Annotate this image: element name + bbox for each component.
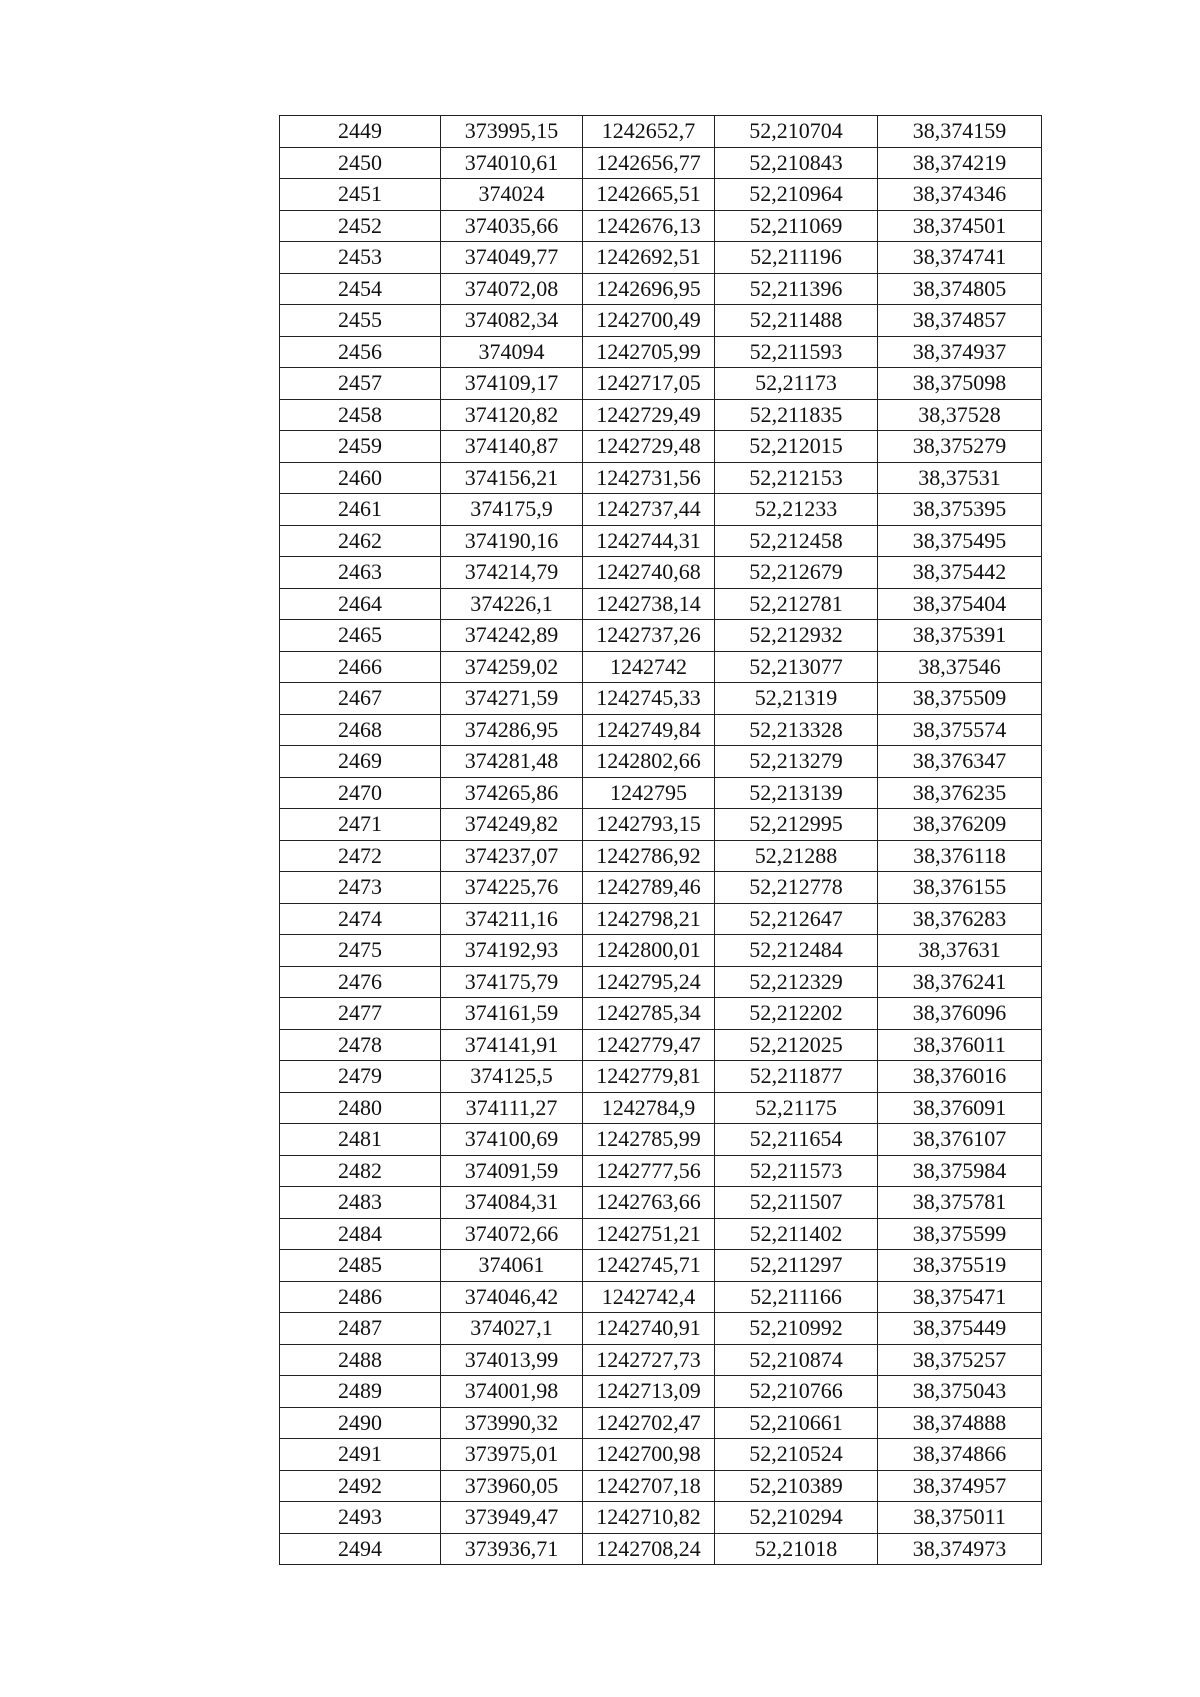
- table-row: [280, 1218, 1042, 1250]
- table-row: [280, 116, 1042, 148]
- point-number-cell: 2450: [280, 147, 441, 179]
- longitude-cell: 38,376011: [878, 1029, 1042, 1061]
- x-coordinate-cell: 374237,07: [441, 840, 583, 872]
- point-number-cell: 2449: [280, 116, 441, 148]
- table-row: [280, 242, 1042, 274]
- table-row: [280, 683, 1042, 715]
- x-coordinate-cell: 374190,16: [441, 525, 583, 557]
- x-coordinate-cell: 374001,98: [441, 1376, 583, 1408]
- y-coordinate-cell: 1242652,7: [583, 116, 715, 148]
- latitude-cell: 52,211877: [715, 1061, 878, 1093]
- point-number-cell: 2454: [280, 273, 441, 305]
- longitude-cell: 38,375509: [878, 683, 1042, 715]
- longitude-cell: 38,374866: [878, 1439, 1042, 1471]
- x-coordinate-cell: 374072,08: [441, 273, 583, 305]
- point-number-cell: 2465: [280, 620, 441, 652]
- longitude-cell: 38,376096: [878, 998, 1042, 1030]
- x-coordinate-cell: 374161,59: [441, 998, 583, 1030]
- point-number-cell: 2491: [280, 1439, 441, 1471]
- table-row: [280, 305, 1042, 337]
- point-number-cell: 2456: [280, 336, 441, 368]
- y-coordinate-cell: 1242745,33: [583, 683, 715, 715]
- point-number-cell: 2468: [280, 714, 441, 746]
- x-coordinate-cell: 373960,05: [441, 1470, 583, 1502]
- x-coordinate-cell: 374091,59: [441, 1155, 583, 1187]
- table-row: [280, 998, 1042, 1030]
- table-row: [280, 147, 1042, 179]
- table-row: [280, 1092, 1042, 1124]
- longitude-cell: 38,374937: [878, 336, 1042, 368]
- x-coordinate-cell: 374156,21: [441, 462, 583, 494]
- latitude-cell: 52,212458: [715, 525, 878, 557]
- y-coordinate-cell: 1242727,73: [583, 1344, 715, 1376]
- table-row: [280, 1344, 1042, 1376]
- table-row: [280, 1376, 1042, 1408]
- y-coordinate-cell: 1242729,48: [583, 431, 715, 463]
- longitude-cell: 38,376241: [878, 966, 1042, 998]
- latitude-cell: 52,210874: [715, 1344, 878, 1376]
- latitude-cell: 52,212202: [715, 998, 878, 1030]
- y-coordinate-cell: 1242740,91: [583, 1313, 715, 1345]
- latitude-cell: 52,21233: [715, 494, 878, 526]
- point-number-cell: 2470: [280, 777, 441, 809]
- latitude-cell: 52,210992: [715, 1313, 878, 1345]
- latitude-cell: 52,212781: [715, 588, 878, 620]
- table-row: [280, 1470, 1042, 1502]
- x-coordinate-cell: 374226,1: [441, 588, 583, 620]
- x-coordinate-cell: 374214,79: [441, 557, 583, 589]
- x-coordinate-cell: 374242,89: [441, 620, 583, 652]
- y-coordinate-cell: 1242705,99: [583, 336, 715, 368]
- x-coordinate-cell: 374049,77: [441, 242, 583, 274]
- longitude-cell: 38,376016: [878, 1061, 1042, 1093]
- y-coordinate-cell: 1242696,95: [583, 273, 715, 305]
- x-coordinate-cell: 373990,32: [441, 1407, 583, 1439]
- y-coordinate-cell: 1242742: [583, 651, 715, 683]
- x-coordinate-cell: 374013,99: [441, 1344, 583, 1376]
- longitude-cell: 38,375043: [878, 1376, 1042, 1408]
- longitude-cell: 38,376347: [878, 746, 1042, 778]
- y-coordinate-cell: 1242784,9: [583, 1092, 715, 1124]
- point-number-cell: 2464: [280, 588, 441, 620]
- longitude-cell: 38,375404: [878, 588, 1042, 620]
- latitude-cell: 52,210661: [715, 1407, 878, 1439]
- table-row: [280, 273, 1042, 305]
- table-row: [280, 494, 1042, 526]
- x-coordinate-cell: 374125,5: [441, 1061, 583, 1093]
- y-coordinate-cell: 1242656,77: [583, 147, 715, 179]
- table-row: [280, 210, 1042, 242]
- table-row: [280, 525, 1042, 557]
- y-coordinate-cell: 1242700,49: [583, 305, 715, 337]
- y-coordinate-cell: 1242749,84: [583, 714, 715, 746]
- y-coordinate-cell: 1242751,21: [583, 1218, 715, 1250]
- point-number-cell: 2484: [280, 1218, 441, 1250]
- table-row: [280, 179, 1042, 211]
- longitude-cell: 38,37531: [878, 462, 1042, 494]
- table-row: [280, 368, 1042, 400]
- table-row: [280, 1502, 1042, 1534]
- point-number-cell: 2457: [280, 368, 441, 400]
- latitude-cell: 52,212778: [715, 872, 878, 904]
- x-coordinate-cell: 374175,79: [441, 966, 583, 998]
- table-row: [280, 777, 1042, 809]
- y-coordinate-cell: 1242789,46: [583, 872, 715, 904]
- point-number-cell: 2455: [280, 305, 441, 337]
- y-coordinate-cell: 1242713,09: [583, 1376, 715, 1408]
- table-row: [280, 462, 1042, 494]
- table-row: [280, 1061, 1042, 1093]
- longitude-cell: 38,376209: [878, 809, 1042, 841]
- latitude-cell: 52,212647: [715, 903, 878, 935]
- point-number-cell: 2452: [280, 210, 441, 242]
- point-number-cell: 2481: [280, 1124, 441, 1156]
- y-coordinate-cell: 1242731,56: [583, 462, 715, 494]
- point-number-cell: 2473: [280, 872, 441, 904]
- point-number-cell: 2467: [280, 683, 441, 715]
- point-number-cell: 2488: [280, 1344, 441, 1376]
- y-coordinate-cell: 1242710,82: [583, 1502, 715, 1534]
- latitude-cell: 52,211402: [715, 1218, 878, 1250]
- longitude-cell: 38,375781: [878, 1187, 1042, 1219]
- longitude-cell: 38,376107: [878, 1124, 1042, 1156]
- y-coordinate-cell: 1242786,92: [583, 840, 715, 872]
- y-coordinate-cell: 1242742,4: [583, 1281, 715, 1313]
- y-coordinate-cell: 1242763,66: [583, 1187, 715, 1219]
- x-coordinate-cell: 374111,27: [441, 1092, 583, 1124]
- x-coordinate-cell: 374259,02: [441, 651, 583, 683]
- table-row: [280, 903, 1042, 935]
- point-number-cell: 2466: [280, 651, 441, 683]
- point-number-cell: 2472: [280, 840, 441, 872]
- table-row: [280, 557, 1042, 589]
- table-row: [280, 840, 1042, 872]
- longitude-cell: 38,374888: [878, 1407, 1042, 1439]
- latitude-cell: 52,211507: [715, 1187, 878, 1219]
- point-number-cell: 2453: [280, 242, 441, 274]
- longitude-cell: 38,375599: [878, 1218, 1042, 1250]
- y-coordinate-cell: 1242665,51: [583, 179, 715, 211]
- longitude-cell: 38,375442: [878, 557, 1042, 589]
- x-coordinate-cell: 374010,61: [441, 147, 583, 179]
- x-coordinate-cell: 374140,87: [441, 431, 583, 463]
- y-coordinate-cell: 1242707,18: [583, 1470, 715, 1502]
- x-coordinate-cell: 374141,91: [441, 1029, 583, 1061]
- x-coordinate-cell: 374249,82: [441, 809, 583, 841]
- longitude-cell: 38,375098: [878, 368, 1042, 400]
- latitude-cell: 52,213077: [715, 651, 878, 683]
- latitude-cell: 52,210704: [715, 116, 878, 148]
- latitude-cell: 52,211573: [715, 1155, 878, 1187]
- latitude-cell: 52,21175: [715, 1092, 878, 1124]
- y-coordinate-cell: 1242737,26: [583, 620, 715, 652]
- longitude-cell: 38,375395: [878, 494, 1042, 526]
- longitude-cell: 38,376118: [878, 840, 1042, 872]
- table-row: [280, 1533, 1042, 1565]
- longitude-cell: 38,375519: [878, 1250, 1042, 1282]
- coordinates-table: [279, 115, 1042, 1565]
- longitude-cell: 38,376091: [878, 1092, 1042, 1124]
- y-coordinate-cell: 1242702,47: [583, 1407, 715, 1439]
- longitude-cell: 38,375984: [878, 1155, 1042, 1187]
- table-row: [280, 1313, 1042, 1345]
- point-number-cell: 2485: [280, 1250, 441, 1282]
- point-number-cell: 2474: [280, 903, 441, 935]
- x-coordinate-cell: 374072,66: [441, 1218, 583, 1250]
- y-coordinate-cell: 1242737,44: [583, 494, 715, 526]
- y-coordinate-cell: 1242738,14: [583, 588, 715, 620]
- point-number-cell: 2479: [280, 1061, 441, 1093]
- table-row: [280, 872, 1042, 904]
- x-coordinate-cell: 374281,48: [441, 746, 583, 778]
- longitude-cell: 38,374973: [878, 1533, 1042, 1565]
- x-coordinate-cell: 374211,16: [441, 903, 583, 935]
- longitude-cell: 38,375257: [878, 1344, 1042, 1376]
- latitude-cell: 52,210766: [715, 1376, 878, 1408]
- point-number-cell: 2461: [280, 494, 441, 526]
- latitude-cell: 52,212025: [715, 1029, 878, 1061]
- longitude-cell: 38,374805: [878, 273, 1042, 305]
- point-number-cell: 2492: [280, 1470, 441, 1502]
- latitude-cell: 52,210389: [715, 1470, 878, 1502]
- latitude-cell: 52,21288: [715, 840, 878, 872]
- latitude-cell: 52,211196: [715, 242, 878, 274]
- latitude-cell: 52,212679: [715, 557, 878, 589]
- point-number-cell: 2489: [280, 1376, 441, 1408]
- y-coordinate-cell: 1242802,66: [583, 746, 715, 778]
- longitude-cell: 38,374857: [878, 305, 1042, 337]
- longitude-cell: 38,375391: [878, 620, 1042, 652]
- point-number-cell: 2469: [280, 746, 441, 778]
- table-row: [280, 1281, 1042, 1313]
- longitude-cell: 38,375449: [878, 1313, 1042, 1345]
- table-row: [280, 399, 1042, 431]
- x-coordinate-cell: 374027,1: [441, 1313, 583, 1345]
- table-row: [280, 966, 1042, 998]
- table-row: [280, 1439, 1042, 1471]
- x-coordinate-cell: 374082,34: [441, 305, 583, 337]
- point-number-cell: 2494: [280, 1533, 441, 1565]
- longitude-cell: 38,375495: [878, 525, 1042, 557]
- longitude-cell: 38,375574: [878, 714, 1042, 746]
- latitude-cell: 52,210964: [715, 179, 878, 211]
- latitude-cell: 52,211069: [715, 210, 878, 242]
- x-coordinate-cell: 374084,31: [441, 1187, 583, 1219]
- longitude-cell: 38,375279: [878, 431, 1042, 463]
- x-coordinate-cell: 374035,66: [441, 210, 583, 242]
- latitude-cell: 52,212484: [715, 935, 878, 967]
- point-number-cell: 2490: [280, 1407, 441, 1439]
- table-row: [280, 746, 1042, 778]
- latitude-cell: 52,213279: [715, 746, 878, 778]
- longitude-cell: 38,376155: [878, 872, 1042, 904]
- y-coordinate-cell: 1242692,51: [583, 242, 715, 274]
- longitude-cell: 38,374219: [878, 147, 1042, 179]
- table-row: [280, 588, 1042, 620]
- table-row: [280, 935, 1042, 967]
- latitude-cell: 52,210524: [715, 1439, 878, 1471]
- x-coordinate-cell: 374271,59: [441, 683, 583, 715]
- x-coordinate-cell: 373975,01: [441, 1439, 583, 1471]
- latitude-cell: 52,211654: [715, 1124, 878, 1156]
- x-coordinate-cell: 374100,69: [441, 1124, 583, 1156]
- latitude-cell: 52,211166: [715, 1281, 878, 1313]
- x-coordinate-cell: 374094: [441, 336, 583, 368]
- longitude-cell: 38,374957: [878, 1470, 1042, 1502]
- x-coordinate-cell: 374024: [441, 179, 583, 211]
- y-coordinate-cell: 1242676,13: [583, 210, 715, 242]
- latitude-cell: 52,211396: [715, 273, 878, 305]
- latitude-cell: 52,213139: [715, 777, 878, 809]
- y-coordinate-cell: 1242777,56: [583, 1155, 715, 1187]
- point-number-cell: 2458: [280, 399, 441, 431]
- y-coordinate-cell: 1242779,47: [583, 1029, 715, 1061]
- latitude-cell: 52,210843: [715, 147, 878, 179]
- table-row: [280, 1250, 1042, 1282]
- longitude-cell: 38,376235: [878, 777, 1042, 809]
- point-number-cell: 2487: [280, 1313, 441, 1345]
- y-coordinate-cell: 1242729,49: [583, 399, 715, 431]
- y-coordinate-cell: 1242779,81: [583, 1061, 715, 1093]
- y-coordinate-cell: 1242800,01: [583, 935, 715, 967]
- x-coordinate-cell: 374192,93: [441, 935, 583, 967]
- y-coordinate-cell: 1242745,71: [583, 1250, 715, 1282]
- point-number-cell: 2475: [280, 935, 441, 967]
- latitude-cell: 52,211835: [715, 399, 878, 431]
- latitude-cell: 52,211488: [715, 305, 878, 337]
- y-coordinate-cell: 1242744,31: [583, 525, 715, 557]
- point-number-cell: 2482: [280, 1155, 441, 1187]
- point-number-cell: 2480: [280, 1092, 441, 1124]
- x-coordinate-cell: 374109,17: [441, 368, 583, 400]
- latitude-cell: 52,21018: [715, 1533, 878, 1565]
- point-number-cell: 2462: [280, 525, 441, 557]
- point-number-cell: 2493: [280, 1502, 441, 1534]
- point-number-cell: 2486: [280, 1281, 441, 1313]
- latitude-cell: 52,212932: [715, 620, 878, 652]
- table-row: [280, 1155, 1042, 1187]
- y-coordinate-cell: 1242795,24: [583, 966, 715, 998]
- latitude-cell: 52,212015: [715, 431, 878, 463]
- x-coordinate-cell: 374225,76: [441, 872, 583, 904]
- table-row: [280, 1124, 1042, 1156]
- y-coordinate-cell: 1242798,21: [583, 903, 715, 935]
- point-number-cell: 2451: [280, 179, 441, 211]
- x-coordinate-cell: 373995,15: [441, 116, 583, 148]
- latitude-cell: 52,21319: [715, 683, 878, 715]
- latitude-cell: 52,212995: [715, 809, 878, 841]
- latitude-cell: 52,21173: [715, 368, 878, 400]
- x-coordinate-cell: 373936,71: [441, 1533, 583, 1565]
- longitude-cell: 38,376283: [878, 903, 1042, 935]
- latitude-cell: 52,212329: [715, 966, 878, 998]
- point-number-cell: 2476: [280, 966, 441, 998]
- x-coordinate-cell: 374175,9: [441, 494, 583, 526]
- x-coordinate-cell: 374265,86: [441, 777, 583, 809]
- latitude-cell: 52,211593: [715, 336, 878, 368]
- latitude-cell: 52,211297: [715, 1250, 878, 1282]
- y-coordinate-cell: 1242700,98: [583, 1439, 715, 1471]
- point-number-cell: 2459: [280, 431, 441, 463]
- y-coordinate-cell: 1242795: [583, 777, 715, 809]
- x-coordinate-cell: 374046,42: [441, 1281, 583, 1313]
- y-coordinate-cell: 1242708,24: [583, 1533, 715, 1565]
- latitude-cell: 52,210294: [715, 1502, 878, 1534]
- table-row: [280, 809, 1042, 841]
- latitude-cell: 52,213328: [715, 714, 878, 746]
- point-number-cell: 2471: [280, 809, 441, 841]
- point-number-cell: 2483: [280, 1187, 441, 1219]
- y-coordinate-cell: 1242785,34: [583, 998, 715, 1030]
- x-coordinate-cell: 374061: [441, 1250, 583, 1282]
- longitude-cell: 38,37631: [878, 935, 1042, 967]
- point-number-cell: 2463: [280, 557, 441, 589]
- y-coordinate-cell: 1242717,05: [583, 368, 715, 400]
- table-row: [280, 1029, 1042, 1061]
- longitude-cell: 38,375011: [878, 1502, 1042, 1534]
- table-row: [280, 1187, 1042, 1219]
- y-coordinate-cell: 1242785,99: [583, 1124, 715, 1156]
- longitude-cell: 38,374501: [878, 210, 1042, 242]
- point-number-cell: 2477: [280, 998, 441, 1030]
- longitude-cell: 38,374346: [878, 179, 1042, 211]
- longitude-cell: 38,375471: [878, 1281, 1042, 1313]
- table-row: [280, 714, 1042, 746]
- longitude-cell: 38,37546: [878, 651, 1042, 683]
- table-row: [280, 1407, 1042, 1439]
- point-number-cell: 2478: [280, 1029, 441, 1061]
- latitude-cell: 52,212153: [715, 462, 878, 494]
- table-row: [280, 651, 1042, 683]
- longitude-cell: 38,37528: [878, 399, 1042, 431]
- y-coordinate-cell: 1242793,15: [583, 809, 715, 841]
- longitude-cell: 38,374741: [878, 242, 1042, 274]
- x-coordinate-cell: 374120,82: [441, 399, 583, 431]
- y-coordinate-cell: 1242740,68: [583, 557, 715, 589]
- table-row: [280, 431, 1042, 463]
- longitude-cell: 38,374159: [878, 116, 1042, 148]
- table-row: [280, 336, 1042, 368]
- table-row: [280, 620, 1042, 652]
- x-coordinate-cell: 374286,95: [441, 714, 583, 746]
- x-coordinate-cell: 373949,47: [441, 1502, 583, 1534]
- coordinates-table-body: [280, 116, 1042, 1565]
- point-number-cell: 2460: [280, 462, 441, 494]
